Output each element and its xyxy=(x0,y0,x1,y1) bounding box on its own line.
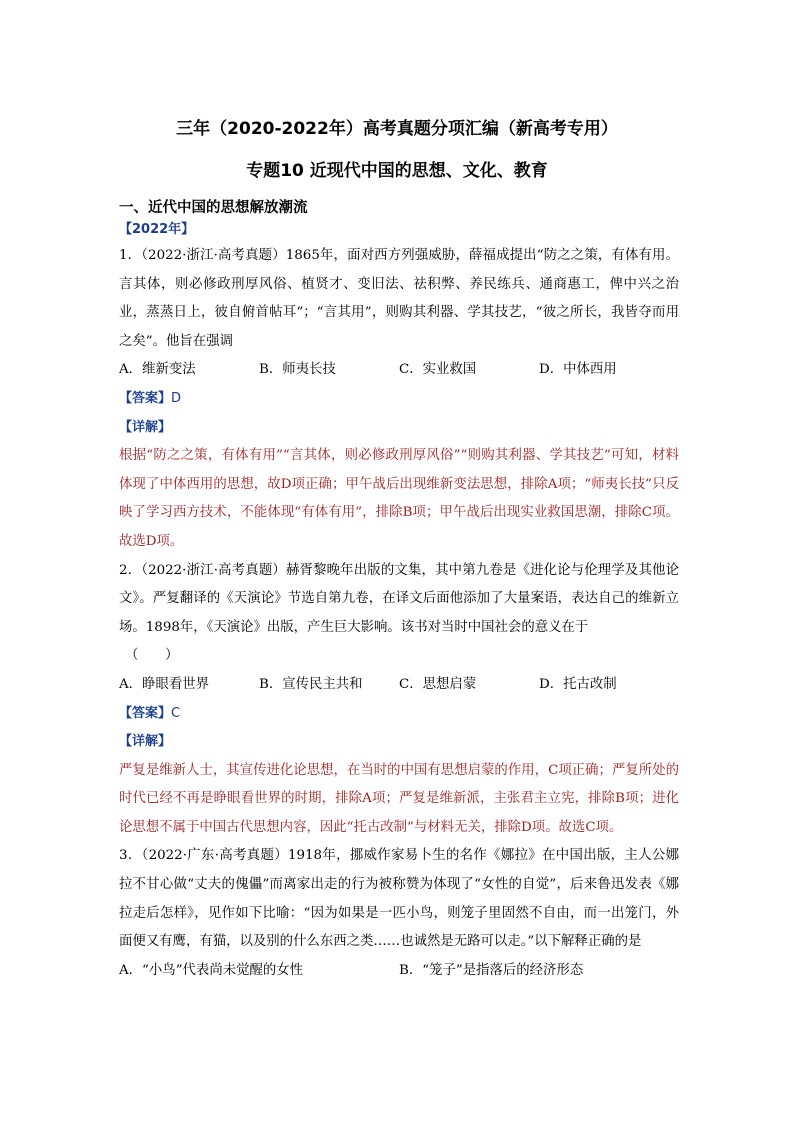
option-c[interactable]: C．思想启蒙 xyxy=(399,676,477,692)
option-d[interactable]: D．托古改制 xyxy=(539,676,617,692)
detail-label-2 xyxy=(119,728,679,757)
explanation-2: 严复是维新人士，其宣传进化论思想，在当时的中国有思想启蒙的作用，C项正确；严复所处的时代已经不再是睁眼看世界的时期，排除A项；严复是维新派，主张君主立宪，排除B项；进化论思想不属于中国古代思想内容，因此“托古改制”与材料无关，排除D项。故选C项。 xyxy=(119,762,679,835)
answer-label: 【答案】 xyxy=(119,390,172,406)
section-heading: 一、近代中国的思想解放潮流 xyxy=(119,200,308,216)
option-a[interactable]: A．维新变法 xyxy=(119,362,196,378)
options-row-2 xyxy=(119,671,679,700)
answer-value: C xyxy=(171,705,181,721)
option-b[interactable]: B．宣传民主共和 xyxy=(259,676,363,692)
option-c[interactable]: C．实业救国 xyxy=(399,362,477,378)
explanation-1: 根据“防之之策，有体有用”“言其体，则必修政刑厚风俗”“则购其利器、学其技艺”可知，材料体现了中体西用的思想，故D项正确；甲午战后出现维新变法思想，排除A项；“师夷长技”只反映了学习西方技术，不能体现“有体有用”，排除B项；甲午战后出现实业救国思潮，排除C项。故选D项。 xyxy=(119,448,679,549)
question-stem-1: 1．（2022·浙江·高考真题）1865年，面对西方列强威胁，薛福成提出“防之之策，有体有用。言其体，则必修政刑厚风俗、植贤才、变旧法、祛积弊、养民练兵、通商惠工，俾中兴之治业，蒸蒸日上，彼自俯首帖耳”；“言其用”，则购其利器、学其技艺，“彼之所长，我皆夺而用之矣”。他旨在强调 xyxy=(119,248,679,349)
options-row-3 xyxy=(119,957,679,986)
answer-value: D xyxy=(171,390,182,406)
question-stem-3: 3．（2022·广东·高考真题）1918年，挪威作家易卜生的名作《娜拉》在中国出版，主人公娜拉不甘心做“丈夫的傀儡”而离家出走的行为被称赞为体现了“女性的自觉”，后来鲁迅发表《娜拉走后怎样》，见作如下比喻：“因为如果是一匹小鸟，则笼子里固然不自由，而一出笼门，外面便又有鹰，有猫，以及别的什么东西之类……也诚然是无路可以走。”以下解释正确的是 xyxy=(119,848,679,950)
year-tag: 【2022年】 xyxy=(119,222,195,237)
question-stem-2: 2．（2022·浙江·高考真题）赫胥黎晚年出版的文集，其中第九卷是《进化论与伦理学及其他论文》。严复翻译的《天演论》节选自第九卷，在译文后面他添加了大量案语，表达自己的维新立场。1898年，《天演论》出版，产生巨大影响。该书对当时中国社会的意义在于 xyxy=(119,562,679,635)
answer-line-2 xyxy=(119,700,679,729)
question-list xyxy=(119,242,679,985)
option-d[interactable]: D．中体西用 xyxy=(539,362,617,378)
answer-line-1 xyxy=(119,385,679,414)
options-row-1 xyxy=(119,356,679,385)
option-b[interactable]: B．师夷长技 xyxy=(259,362,336,378)
topic-title: 专题10 近现代中国的思想、文化、教育 xyxy=(246,161,548,181)
detail-label: 【详解】 xyxy=(119,419,172,435)
detail-label: 【详解】 xyxy=(119,734,172,750)
document-title: 三年（2020-2022年）高考真题分项汇编（新高考专用） xyxy=(176,119,618,139)
option-b[interactable]: B．“笼子”是指落后的经济形态 xyxy=(399,962,584,978)
answer-label: 【答案】 xyxy=(119,705,172,721)
option-a[interactable]: A．睁眼看世界 xyxy=(119,676,210,692)
answer-blank: （ ） xyxy=(125,648,179,664)
option-a[interactable]: A．“小鸟”代表尚未觉醒的女性 xyxy=(119,962,304,978)
detail-label-1 xyxy=(119,414,679,443)
